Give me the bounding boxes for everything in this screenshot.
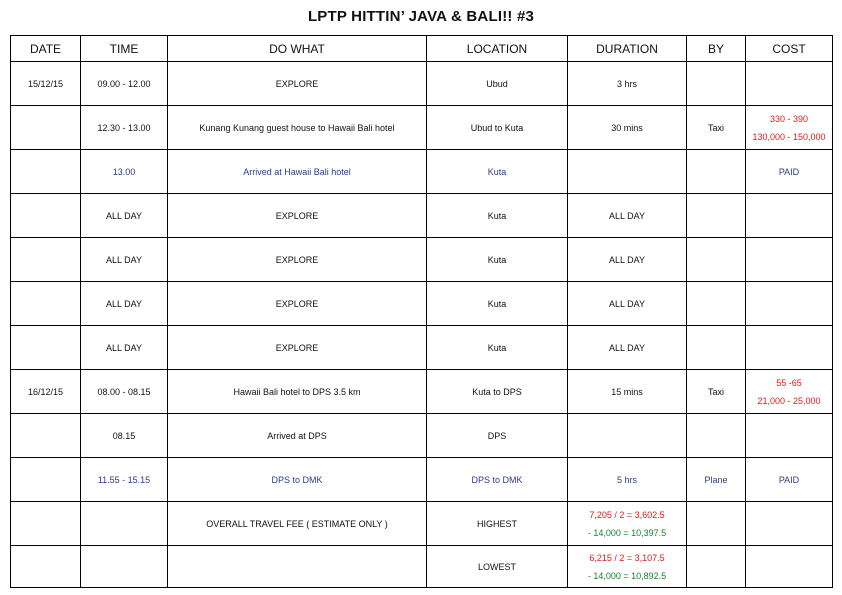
- cell-do-what: EXPLORE: [168, 238, 427, 282]
- cell-do-what: DPS to DMK: [168, 458, 427, 502]
- cell-cost: [746, 194, 833, 238]
- highest-label: HIGHEST: [427, 502, 568, 546]
- cell-time: ALL DAY: [81, 282, 168, 326]
- cell-duration: [568, 414, 687, 458]
- estimate-label: OVERALL TRAVEL FEE ( ESTIMATE ONLY ): [168, 502, 427, 546]
- cell-location: Ubud to Kuta: [427, 106, 568, 150]
- cell-time: 08.15: [81, 414, 168, 458]
- highest-calc: [568, 502, 687, 546]
- highest-split: 7,205 / 2 = 3,602.5: [589, 509, 665, 520]
- cell-duration: ALL DAY: [568, 194, 687, 238]
- cell-by: [687, 282, 746, 326]
- header-duration: DURATION: [568, 36, 687, 62]
- cell-time: 11.55 - 15.15: [81, 458, 168, 502]
- cell-time: ALL DAY: [81, 238, 168, 282]
- cell-do-what: EXPLORE: [168, 194, 427, 238]
- header-location: LOCATION: [427, 36, 568, 62]
- cell-duration: 3 hrs: [568, 62, 687, 106]
- cell-time: [81, 546, 168, 588]
- cell-duration: [568, 150, 687, 194]
- cell-time: ALL DAY: [81, 326, 168, 370]
- cell-date: [11, 150, 81, 194]
- highest-total: - 14,000 = 10,397.5: [587, 527, 667, 538]
- cell-by: [687, 238, 746, 282]
- cell-time: 08.00 - 08.15: [81, 370, 168, 414]
- table-row: [11, 326, 833, 370]
- cell-location: Kuta: [427, 326, 568, 370]
- cell-do-what: Hawaii Bali hotel to DPS 3.5 km: [168, 370, 427, 414]
- cell-date: [11, 414, 81, 458]
- cell-duration: ALL DAY: [568, 326, 687, 370]
- cell-date: [11, 458, 81, 502]
- cell-by: [687, 502, 746, 546]
- cell-by: Taxi: [687, 370, 746, 414]
- cell-date: 15/12/15: [11, 62, 81, 106]
- cell-date: [11, 106, 81, 150]
- estimate-row-lowest: [11, 546, 833, 588]
- cell-do-what: Arrived at DPS: [168, 414, 427, 458]
- cell-cost: PAID: [746, 458, 833, 502]
- table-row: [11, 282, 833, 326]
- header-by: BY: [687, 36, 746, 62]
- cell-by: [687, 150, 746, 194]
- table-row: [11, 458, 833, 502]
- cell-location: Kuta to DPS: [427, 370, 568, 414]
- lowest-calc: [568, 546, 687, 588]
- cell-duration: ALL DAY: [568, 282, 687, 326]
- cell-date: [11, 326, 81, 370]
- cell-cost: PAID: [746, 150, 833, 194]
- cell-location: Kuta: [427, 194, 568, 238]
- cost-baht: 330 - 390: [769, 113, 809, 124]
- cell-location: Kuta: [427, 150, 568, 194]
- cell-date: [11, 194, 81, 238]
- table-row: [11, 194, 833, 238]
- cell-time: ALL DAY: [81, 194, 168, 238]
- lowest-total: - 14,000 = 10,892.5: [587, 570, 667, 581]
- cell-cost: [746, 502, 833, 546]
- cell-date: 16/12/15: [11, 370, 81, 414]
- header-date: DATE: [11, 36, 81, 62]
- cell-time: 12.30 - 13.00: [81, 106, 168, 150]
- table-row: [11, 238, 833, 282]
- cell-location: Kuta: [427, 282, 568, 326]
- cell-date: [11, 282, 81, 326]
- cell-time: 09.00 - 12.00: [81, 62, 168, 106]
- itinerary-table: [10, 35, 833, 588]
- cell-do-what: EXPLORE: [168, 282, 427, 326]
- cell-by: [687, 194, 746, 238]
- cell-do-what: EXPLORE: [168, 62, 427, 106]
- cell-location: Ubud: [427, 62, 568, 106]
- cell-location: DPS to DMK: [427, 458, 568, 502]
- cell-by: [687, 414, 746, 458]
- table-row: [11, 150, 833, 194]
- cell-cost: [746, 370, 833, 414]
- table-row: [11, 106, 833, 150]
- cell-date: [11, 238, 81, 282]
- lowest-split: 6,215 / 2 = 3,107.5: [589, 552, 665, 563]
- cell-by: Taxi: [687, 106, 746, 150]
- lowest-label: LOWEST: [427, 546, 568, 588]
- cell-date: [11, 502, 81, 546]
- cell-duration: ALL DAY: [568, 238, 687, 282]
- cell-location: Kuta: [427, 238, 568, 282]
- estimate-row-highest: [11, 502, 833, 546]
- cell-location: DPS: [427, 414, 568, 458]
- cell-by: [687, 546, 746, 588]
- cost-baht: 55 -65: [776, 377, 802, 388]
- cell-cost: [746, 106, 833, 150]
- cell-time: 13.00: [81, 150, 168, 194]
- cell-cost: [746, 62, 833, 106]
- page-title: LPTP HITTIN’ JAVA & BALI!! #3: [307, 8, 535, 25]
- cell-by: Plane: [687, 458, 746, 502]
- cell-duration: 30 mins: [568, 106, 687, 150]
- cell-by: [687, 326, 746, 370]
- header-do-what: DO WHAT: [168, 36, 427, 62]
- cell-do-what: EXPLORE: [168, 326, 427, 370]
- cell-cost: [746, 238, 833, 282]
- cell-do-what: Arrived at Hawaii Bali hotel: [168, 150, 427, 194]
- cell-time: [81, 502, 168, 546]
- cell-by: [687, 62, 746, 106]
- table-row: [11, 370, 833, 414]
- cost-rupiah: 21,000 - 25,000: [757, 395, 821, 406]
- cell-cost: [746, 326, 833, 370]
- cost-rupiah: 130,000 - 150,000: [752, 131, 826, 142]
- cell-cost: [746, 546, 833, 588]
- cell-do-what: Kunang Kunang guest house to Hawaii Bali hotel: [168, 106, 427, 150]
- cell-do-what: [168, 546, 427, 588]
- table-row: [11, 62, 833, 106]
- table-row: [11, 414, 833, 458]
- cell-duration: 15 mins: [568, 370, 687, 414]
- header-cost: COST: [746, 36, 833, 62]
- header-time: TIME: [81, 36, 168, 62]
- cell-date: [11, 546, 81, 588]
- cell-duration: 5 hrs: [568, 458, 687, 502]
- cell-cost: [746, 282, 833, 326]
- header-row: [11, 36, 833, 62]
- cell-cost: [746, 414, 833, 458]
